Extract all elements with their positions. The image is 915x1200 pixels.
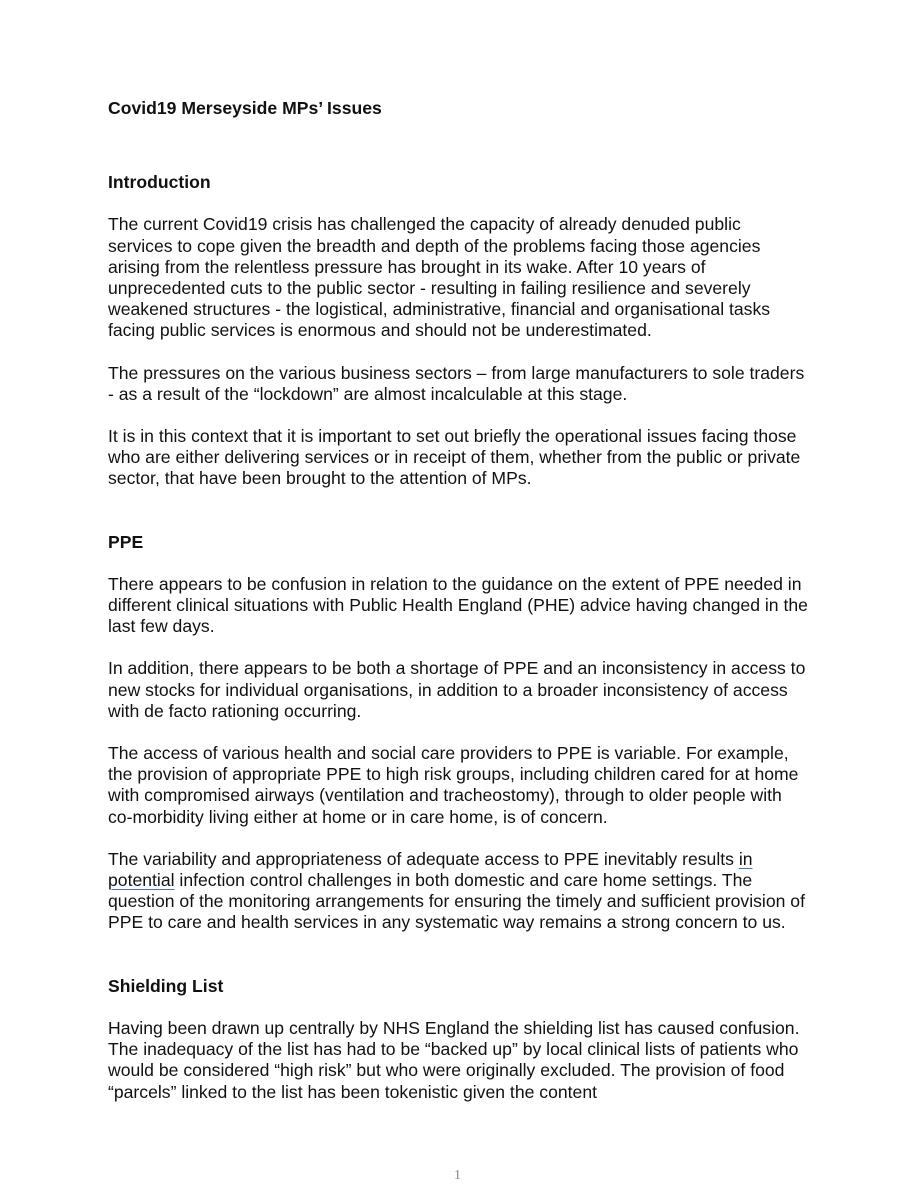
ppe-paragraph: There appears to be confusion in relation to the guidance on the extent of PPE needed in different clinical situations with Public Health England (PHE) advice having changed in the last few days. — [108, 573, 808, 637]
document-title: Covid19 Merseyside MPs’ Issues — [108, 98, 382, 118]
ppe-text-after: infection control challenges in both domestic and care home settings. The question of the monitoring arrangements for ensuring the timely and sufficient provision of PPE to care and health services in any systematic way remains a strong concern to us. — [108, 870, 805, 933]
spellcheck-flagged-text[interactable]: in potential — [108, 848, 753, 891]
ppe-paragraph-last — [108, 849, 808, 934]
ppe-text-before: The variability and appropriateness of adequate access to PPE inevitably results — [108, 848, 739, 869]
ppe-paragraph: In addition, there appears to be both a shortage of PPE and an inconsistency in access to new stocks for individual organisations, in addition to a broader inconsistency of access with de facto rationing occurring. — [108, 658, 806, 721]
document-body — [108, 98, 808, 1124]
section-heading-ppe: PPE — [108, 531, 144, 552]
section-heading-shielding-list: Shielding List — [108, 975, 224, 996]
section-heading-introduction: Introduction — [108, 172, 211, 193]
ppe-paragraph: The access of various health and social care providers to PPE is variable. For example, the provision of appropriate PPE to high risk groups, including children cared for at home with compromised airways (ventilation and tracheostomy), through to older people with co-morbidity living either at home or in care home, is of concern. — [108, 743, 799, 827]
shielding-paragraph: Having been drawn up centrally by NHS England the shielding list has caused confusion. The inadequacy of the list has had to be “backed up” by local clinical lists of patients who would be considered “high risk” but who were originally excluded. The provision of food “parcels” linked to the list has been tokenistic given the content — [108, 1017, 800, 1102]
introduction-paragraph: The pressures on the various business sectors – from large manufacturers to sole traders - as a result of the “lockdown” are almost incalculable at this stage. — [108, 362, 805, 404]
page-number: 1 — [454, 1168, 461, 1183]
introduction-paragraph: The current Covid19 crisis has challenged the capacity of already denuded public services to cope given the breadth and depth of the problems facing those agencies arising from the relentless pressure has brought in its wake. After 10 years of unprecedented cuts to the public sector - resulting in failing resilience and severely weakened structures - the logistical, administrative, financial and organisational tasks facing public services is enormous and should not be underestimated. — [108, 214, 771, 341]
introduction-paragraph: It is in this context that it is important to set out briefly the operational issues facing those who are either delivering services or in receipt of them, whether from the public or private sector, that have been brought to the attention of MPs. — [108, 426, 801, 489]
